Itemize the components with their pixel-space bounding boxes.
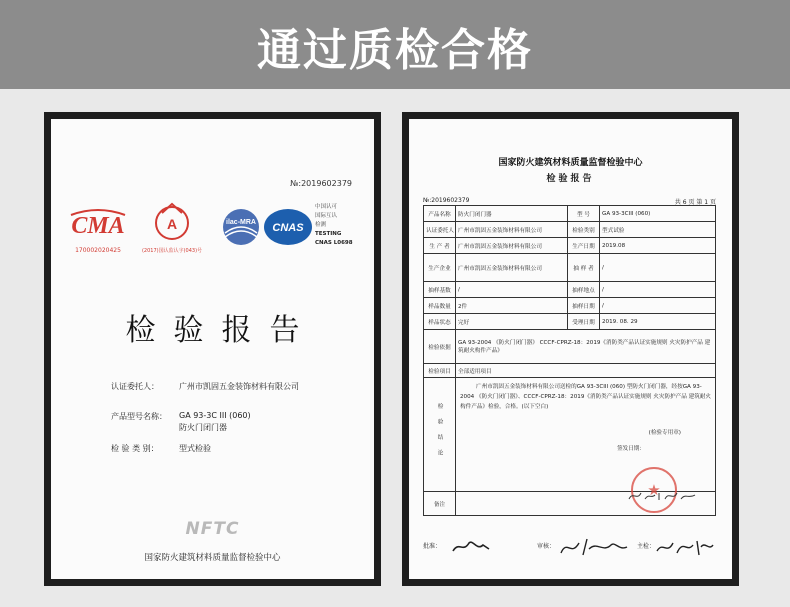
report-page [409, 119, 732, 579]
table-row: 样品数量 2件 抽样日期 / [424, 298, 716, 314]
inspector-signature [655, 535, 715, 559]
reviewer-signature [557, 535, 629, 559]
report-subheading: 检验报告 [546, 174, 595, 184]
cma-number: 170002020425 [75, 247, 121, 254]
product-row: 产品型号名称： GA 93-3C III (060) 防火门闭门器 [111, 411, 251, 432]
conclusion-label: 检验结论 [436, 403, 443, 466]
table-row: 检验项目 全部适用项目 [424, 364, 716, 378]
table-row: 认证委托人 广州市凯固五金装饰材料有限公司 检验类别 型式试验 [424, 222, 716, 238]
table-row: 检验依据 GA 93-2004 《防火门闭门器》 CCCF-CPRZ-18：2019《消防类产品认证实施规则 火灾防护产品 建筑耐火构件产品》 [424, 330, 716, 364]
table-row: 产品名称 防火门闭门器 型 号 GA 93-3CIII (060) [424, 206, 716, 222]
table-row: 生 产 者 广州市凯固五金装饰材料有限公司 生产日期 2019.08 [424, 238, 716, 254]
table-row: 抽样基数 / 抽样地点 / [424, 282, 716, 298]
table-row: 备注 [424, 492, 716, 516]
header-banner [0, 0, 790, 89]
issuer-name: 国家防火建筑材料质量监督检验中心 [144, 553, 281, 563]
signature-row [423, 535, 715, 561]
report-title: 检验报告 [125, 313, 318, 348]
table-row: 生产企业 广州市凯固五金装饰材料有限公司 抽 样 者 / [424, 254, 716, 282]
ilac-mra-logo [219, 207, 263, 247]
report-cover-frame [44, 112, 381, 586]
page-title: 通过质检合格 [257, 25, 533, 76]
report-number: №:2019602379 [423, 197, 470, 204]
table-row: 样品状态 完好 受理日期 2019. 08. 29 [424, 314, 716, 330]
svg-text:CNAS: CNAS [272, 222, 304, 234]
client-row: 认证委托人： 广州市凯固五金装饰材料有限公司 [111, 382, 299, 391]
nftc-watermark: NFTC [185, 519, 240, 539]
approver-signature [451, 537, 491, 557]
report-heading: 国家防火建筑材料质量监督检验中心 [498, 158, 643, 168]
report-page-frame [402, 112, 739, 586]
cal-text: (2017)国认监认字(043)号 [141, 248, 203, 254]
approve-label: 批准： [423, 543, 442, 550]
svg-text:CMA: CMA [71, 213, 125, 239]
conclusion-text: 广州市凯固五金装饰材料有限公司送检的GA 93-3CIII (060) 型防火门闭门器，经按GA 93-2004 《防火门闭门器》、CCCF-CPRZ-18：2019《消防类产品认证实施规则 火灾防护产品 建筑耐火构件产品》检验，合格。(以下空白) [460, 384, 711, 410]
type-row: 检 验 类 别： 型式检验 [111, 444, 211, 453]
page-count: 共 6 页 第 1 页 [674, 199, 716, 206]
inspection-seal: ★ [631, 467, 677, 513]
cnas-logo [263, 207, 313, 247]
cal-logo [135, 199, 209, 254]
report-cover [51, 119, 374, 579]
handwritten-date [625, 489, 705, 503]
cma-logo [65, 207, 131, 254]
main-inspector-label: 主检： [637, 543, 656, 550]
review-label: 审核： [537, 543, 556, 550]
report-table [423, 205, 716, 516]
svg-text:ilac-MRA: ilac-MRA [226, 219, 256, 226]
cnas-caption: 中国认可 国际互认 检测 TESTING CNAS L0698 [315, 204, 353, 246]
seal-text: (检验专用章) [648, 430, 681, 436]
sign-date-label: 签发日期： [617, 446, 645, 452]
cert-number: №:2019602379 [290, 179, 352, 188]
svg-text:A: A [166, 216, 178, 232]
